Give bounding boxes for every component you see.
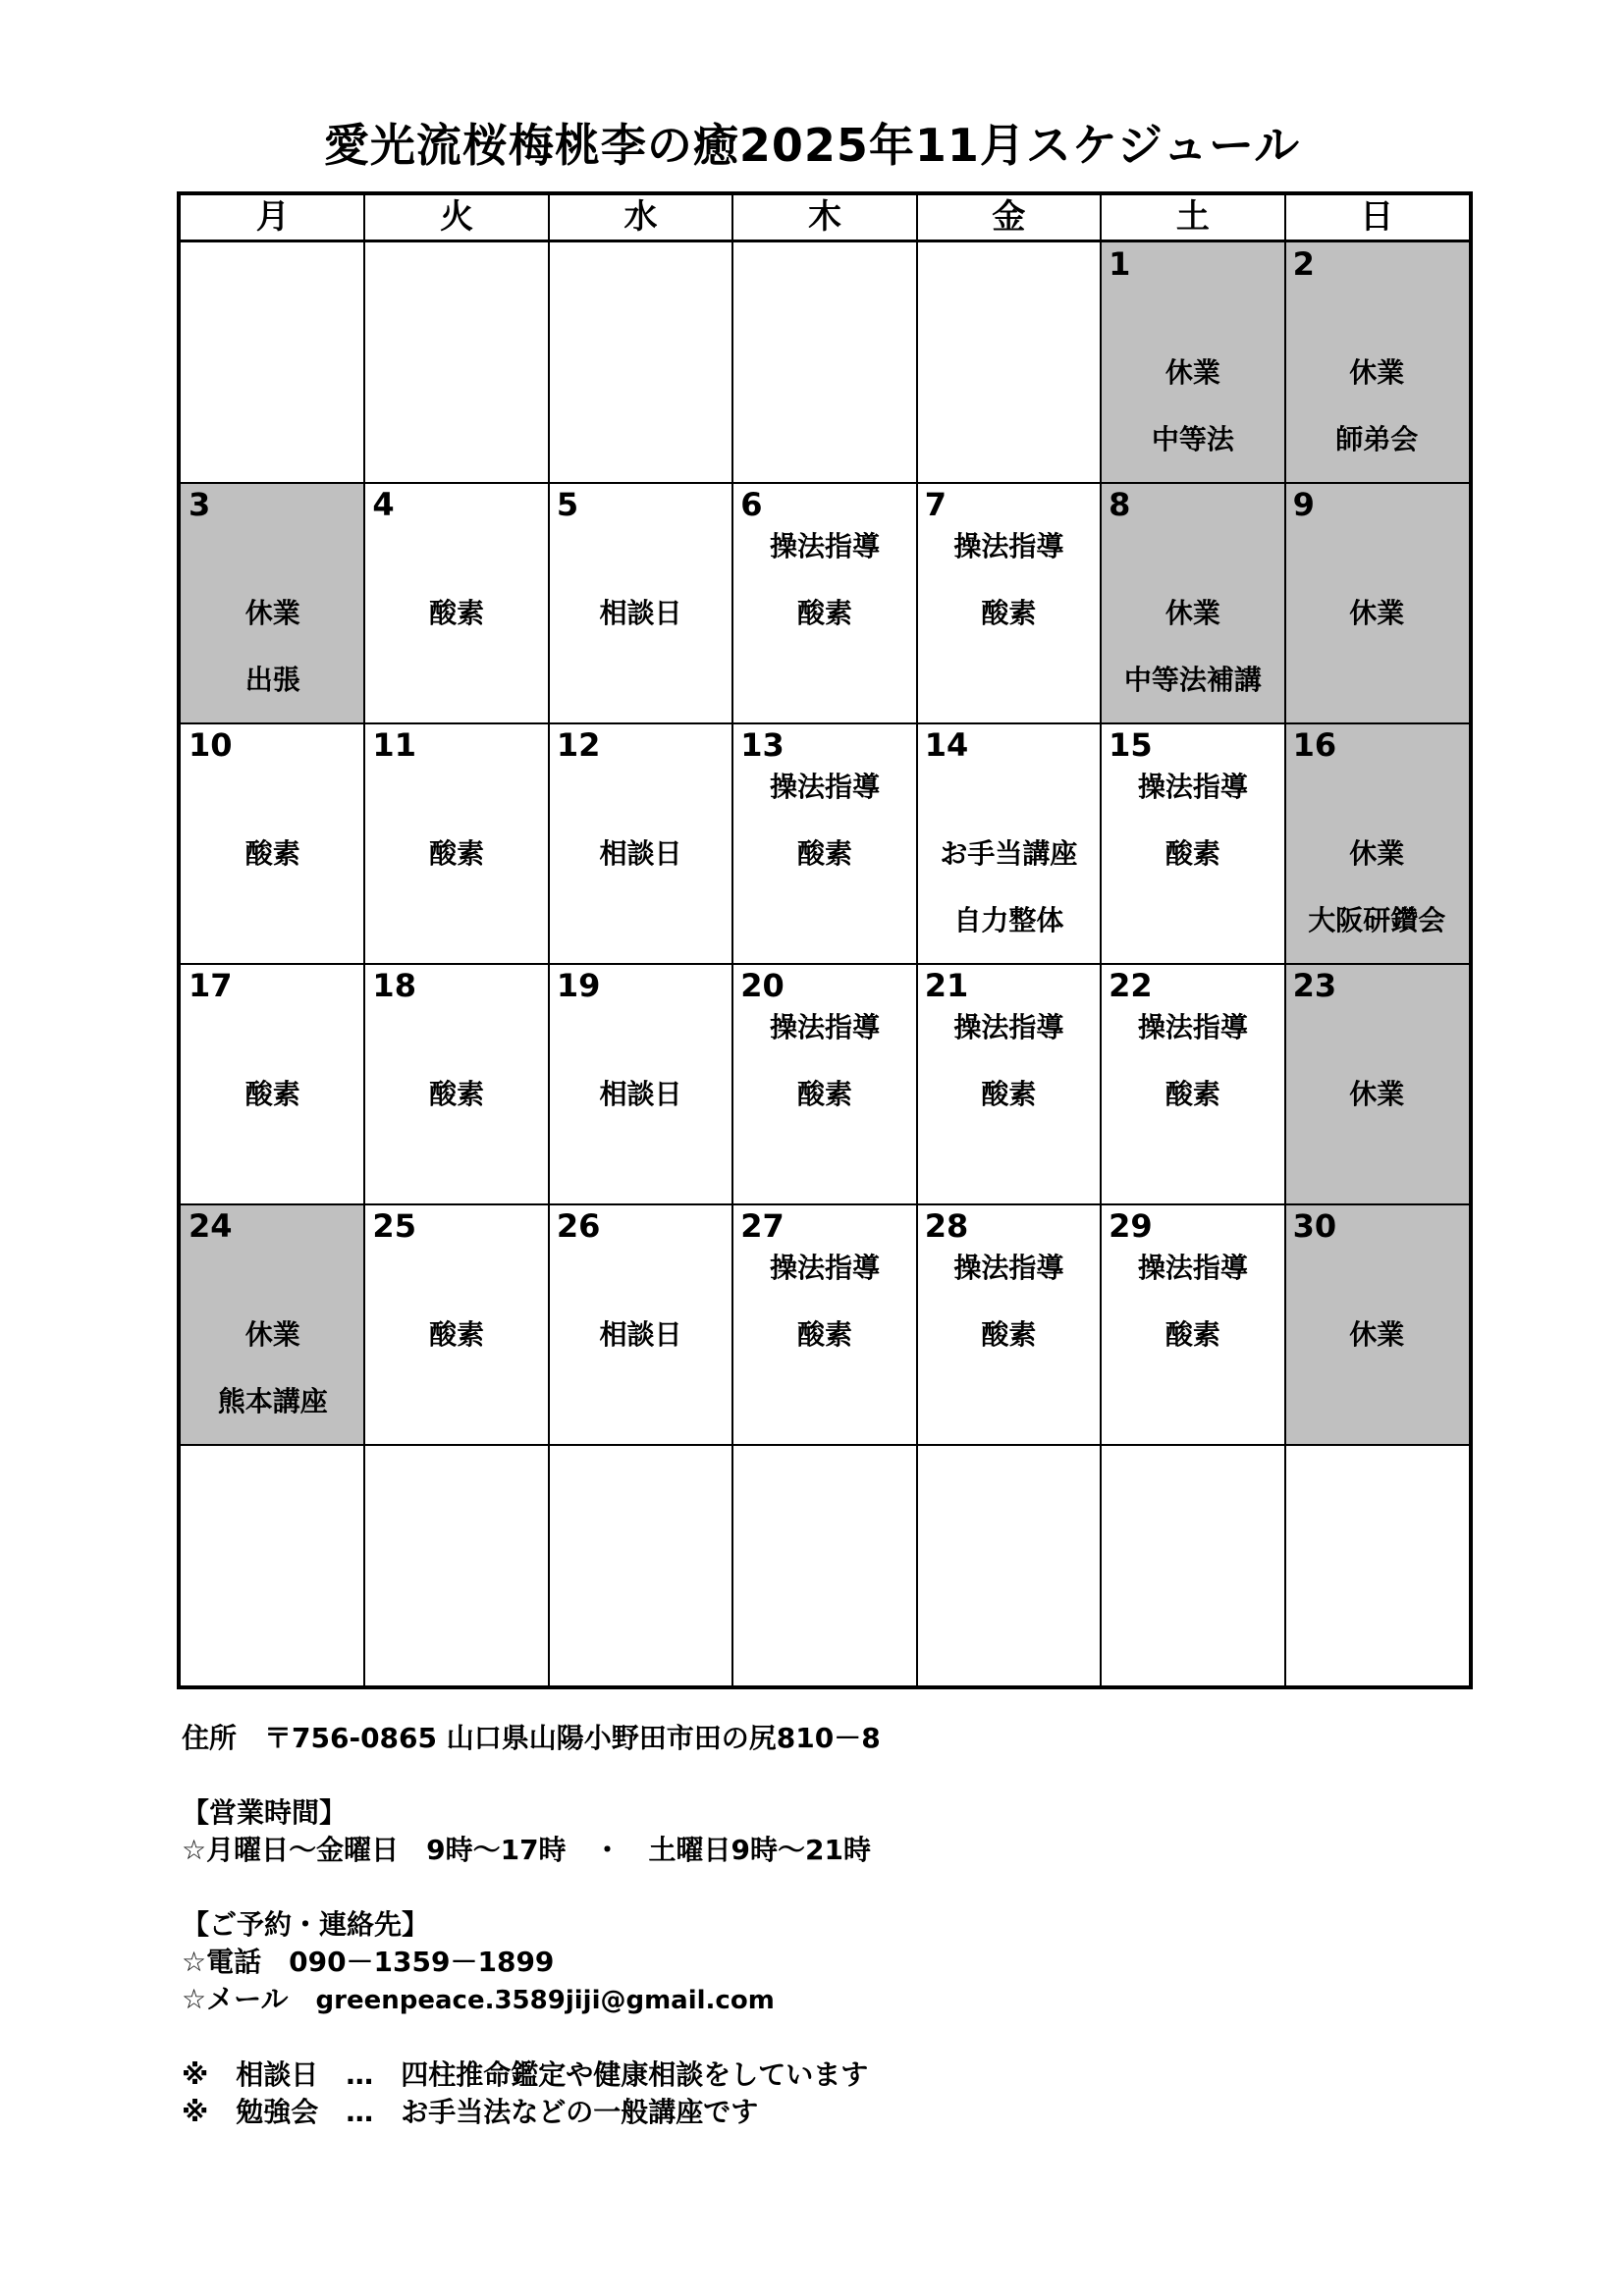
event-label: 酸素: [429, 837, 485, 870]
day-cell: [549, 723, 732, 964]
event-label: 中等法: [1151, 423, 1234, 455]
day-cell: [917, 1204, 1101, 1445]
event-label: 休業: [244, 1318, 300, 1351]
day-cell: [1101, 964, 1284, 1204]
day-number: 12: [556, 726, 601, 764]
day-number: 6: [740, 486, 763, 523]
event-label: 酸素: [796, 1318, 852, 1351]
email-address[interactable]: greenpeace.3589jiji@gmail.com: [315, 1986, 775, 2015]
hours-heading: 【営業時間】: [182, 1796, 348, 1829]
note-consultation: ※ 相談日 … 四柱推命鑑定や健康相談をしています: [182, 2058, 869, 2091]
empty-day-cell: [549, 1445, 732, 1685]
calendar-grid: [177, 191, 1473, 1689]
event-label: 操法指導: [769, 771, 880, 803]
weekday-header: 月: [255, 197, 290, 237]
day-number: 3: [189, 486, 211, 523]
event-label: 相談日: [599, 837, 682, 870]
event-label: 中等法補講: [1123, 664, 1262, 696]
event-label: 熊本講座: [217, 1385, 328, 1417]
day-number: 17: [189, 967, 233, 1004]
event-label: 相談日: [599, 597, 682, 629]
day-number: 13: [740, 726, 785, 764]
day-cell: [364, 483, 548, 723]
event-label: 操法指導: [953, 1252, 1064, 1284]
empty-day-cell: [917, 1445, 1101, 1685]
grid-column-line: [731, 195, 733, 1685]
day-cell: [732, 483, 916, 723]
grid-column-line: [1100, 195, 1102, 1685]
event-label: 操法指導: [769, 1011, 880, 1043]
grid-column-line: [916, 195, 918, 1685]
day-number: 29: [1109, 1207, 1153, 1245]
event-label: 操法指導: [1137, 1252, 1248, 1284]
event-label: 師弟会: [1335, 423, 1419, 455]
event-label: 相談日: [599, 1318, 682, 1351]
event-label: 操法指導: [953, 1011, 1064, 1043]
day-number: 14: [924, 726, 969, 764]
empty-day-cell: [181, 1445, 364, 1685]
weekday-header: 土: [1175, 197, 1210, 237]
event-label: 酸素: [429, 597, 485, 629]
grid-column-line: [363, 195, 365, 1685]
event-label: 酸素: [981, 1318, 1037, 1351]
day-cell: [1285, 964, 1469, 1204]
day-number: 27: [740, 1207, 785, 1245]
day-cell: [1101, 242, 1284, 483]
day-cell: [181, 1204, 364, 1445]
empty-day-cell: [1101, 1445, 1284, 1685]
day-cell: [1285, 242, 1469, 483]
day-cell: [1101, 723, 1284, 964]
event-label: 酸素: [244, 837, 300, 870]
empty-day-cell: [732, 1445, 916, 1685]
event-label: 酸素: [796, 1078, 852, 1110]
grid-row-line: [181, 482, 1469, 484]
grid-row-line: [181, 1203, 1469, 1205]
event-label: 酸素: [796, 837, 852, 870]
weekday-header-row: [181, 195, 1469, 242]
event-label: 出張: [244, 664, 300, 696]
note-study-group: ※ 勉強会 … お手当法などの一般講座です: [182, 2096, 759, 2128]
grid-column-line: [1284, 195, 1286, 1685]
day-cell: [917, 964, 1101, 1204]
spacer: [182, 1757, 1458, 1794]
event-label: 酸素: [981, 1078, 1037, 1110]
event-label: 酸素: [244, 1078, 300, 1110]
event-label: 休業: [244, 597, 300, 629]
event-label: 休業: [1164, 356, 1220, 389]
event-label: 酸素: [1164, 1318, 1220, 1351]
day-cell: [1101, 1204, 1284, 1445]
day-number: 7: [924, 486, 947, 523]
empty-day-cell: [732, 242, 916, 483]
event-label: 休業: [1349, 1318, 1405, 1351]
event-label: 酸素: [1164, 1078, 1220, 1110]
contact-heading: 【ご予約・連絡先】: [182, 1908, 430, 1941]
email-label: ☆メール: [182, 1983, 316, 2015]
grid-row-line: [181, 722, 1469, 724]
event-label: 操法指導: [769, 1252, 880, 1284]
page-title: 愛光流桜梅桃李の癒2025年11月スケジュール: [323, 119, 1301, 172]
spacer: [182, 1869, 1458, 1906]
day-cell: [732, 964, 916, 1204]
day-cell: [364, 723, 548, 964]
day-number: 23: [1292, 967, 1337, 1004]
event-label: 操法指導: [1137, 1011, 1248, 1043]
day-cell: [732, 723, 916, 964]
event-label: 操法指導: [953, 530, 1064, 562]
day-number: 25: [372, 1207, 416, 1245]
grid-row-line: [181, 963, 1469, 965]
day-number: 2: [1292, 245, 1315, 283]
empty-day-cell: [364, 242, 548, 483]
day-number: 10: [189, 726, 233, 764]
event-label: 操法指導: [1137, 771, 1248, 803]
weekday-header: 水: [623, 197, 658, 237]
empty-day-cell: [917, 242, 1101, 483]
event-label: 相談日: [599, 1078, 682, 1110]
weekday-header: 火: [440, 197, 474, 237]
day-cell: [732, 1204, 916, 1445]
day-cell: [917, 723, 1101, 964]
day-cell: [1285, 1204, 1469, 1445]
event-label: 休業: [1349, 837, 1405, 870]
day-cell: [1285, 723, 1469, 964]
weekday-header: 金: [992, 197, 1026, 237]
day-number: 22: [1109, 967, 1153, 1004]
grid-row-line: [181, 1444, 1469, 1446]
day-cell: [917, 483, 1101, 723]
weekday-header: 日: [1360, 197, 1394, 237]
event-label: 酸素: [1164, 837, 1220, 870]
day-number: 8: [1109, 486, 1131, 523]
day-cell: [549, 483, 732, 723]
event-label: 休業: [1349, 597, 1405, 629]
empty-day-cell: [181, 242, 364, 483]
day-cell: [549, 1204, 732, 1445]
empty-day-cell: [549, 242, 732, 483]
day-number: 28: [924, 1207, 969, 1245]
day-number: 24: [189, 1207, 233, 1245]
day-number: 30: [1292, 1207, 1337, 1245]
empty-day-cell: [1285, 1445, 1469, 1685]
day-number: 9: [1292, 486, 1315, 523]
event-label: 酸素: [429, 1078, 485, 1110]
event-label: 休業: [1349, 1078, 1405, 1110]
day-number: 21: [924, 967, 969, 1004]
day-cell: [549, 964, 732, 1204]
day-number: 11: [372, 726, 416, 764]
day-cell: [364, 964, 548, 1204]
day-number: 5: [556, 486, 579, 523]
event-label: お手当講座: [940, 837, 1078, 870]
day-cell: [1285, 483, 1469, 723]
day-cell: [181, 483, 364, 723]
day-cell: [181, 723, 364, 964]
day-number: 15: [1109, 726, 1153, 764]
event-label: 酸素: [981, 597, 1037, 629]
day-number: 26: [556, 1207, 601, 1245]
day-number: 4: [372, 486, 395, 523]
event-label: 大阪研鑽会: [1308, 904, 1446, 936]
day-number: 20: [740, 967, 785, 1004]
info-section: [182, 1720, 1458, 2131]
event-label: 休業: [1349, 356, 1405, 389]
business-hours: ☆月曜日～金曜日 9時～17時 ・ 土曜日9時～21時: [182, 1834, 871, 1866]
event-label: 酸素: [796, 597, 852, 629]
empty-day-cell: [364, 1445, 548, 1685]
day-cell: [364, 1204, 548, 1445]
grid-column-line: [548, 195, 550, 1685]
day-cell: [1101, 483, 1284, 723]
day-number: 16: [1292, 726, 1337, 764]
day-number: 1: [1109, 245, 1131, 283]
weekday-header: 木: [807, 197, 841, 237]
email-line: [182, 1981, 1458, 2019]
event-label: 操法指導: [769, 530, 880, 562]
day-number: 19: [556, 967, 601, 1004]
phone: ☆電話 090－1359－1899: [182, 1946, 555, 1978]
day-number: 18: [372, 967, 416, 1004]
spacer: [182, 2019, 1458, 2056]
day-cell: [181, 964, 364, 1204]
event-label: 自力整体: [953, 904, 1064, 936]
event-label: 休業: [1164, 597, 1220, 629]
address: 住所 〒756-0865 山口県山陽小野田市田の尻810－8: [182, 1722, 881, 1754]
event-label: 酸素: [429, 1318, 485, 1351]
